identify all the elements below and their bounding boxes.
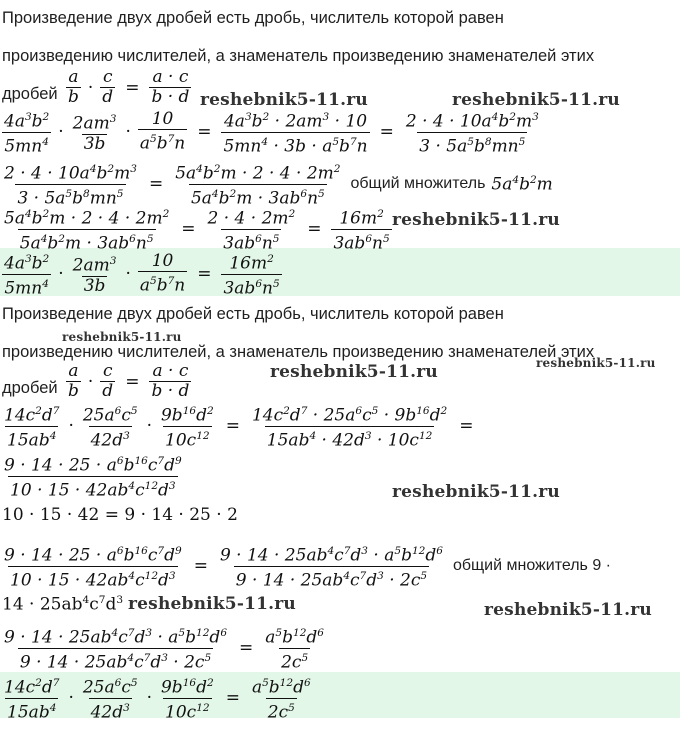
common-factor-label-b: общий множитель 9 ·: [452, 557, 611, 575]
problem2-answer: $\frac{14c^2d^7}{15ab^4}$ · $\frac{25a^6c^5}{42d^3}$ · $\frac{9b^{16}d^2}{10c^{12}}$ = $\frac{a^5b^{12}d^6}{2c^5}$: [4, 677, 311, 723]
problem1-step1: $\frac{4a^3b^2}{5mn^4}$ · $\frac{2am^3}{3b}$ · $\frac{10}{a^5b^7n}$ = $\frac{4a^3b^2 \cdot 2am^3 \cdot 10}{5mn^4 \cdot 3b \cdot a^5b^7n}$ = $\frac{2 \cdot 4 \cdot 10a^4b^2m^3}{3 \cdot 5a^5b^8mn^5}$: [4, 109, 539, 157]
watermark: reshebnik5-11.ru: [392, 210, 560, 230]
problem2-step1b: $\frac{9 \cdot 14 \cdot 25 \cdot a^6b^{16}c^7d^9}{10 \cdot 15 \cdot 42ab^4c^{12}d^3}$: [4, 455, 182, 501]
problem1-answer: $\frac{4a^3b^2}{5mn^4}$ · $\frac{2am^3}{3b}$ · $\frac{10}{a^5b^7n}$ = $\frac{16m^2}{3ab^6n^5}$: [4, 251, 280, 299]
rule-formula: $\frac{a}{b}$ · $\frac{c}{d}$ = $\frac{a \cdot c}{b \cdot d}$: [68, 67, 190, 107]
watermark: reshebnik5-11.ru: [270, 362, 438, 382]
watermark: reshebnik5-11.ru: [128, 594, 296, 614]
rule-line-2: произведению числителей, а знаменатель произведению знаменателей этих: [2, 47, 595, 65]
rule-formula-b: $\frac{a}{b}$ · $\frac{c}{d}$ = $\frac{a \cdot c}{b \cdot d}$: [68, 361, 190, 401]
problem1-step2: $\frac{2 \cdot 4 \cdot 10a^4b^2m^3}{3 \cdot 5a^5b^8mn^5}$ = $\frac{5a^4b^2m \cdot 2 \cdot 4 \cdot 2m^2}{5a^4b^2m \cdot 3ab^6n^5}$ общий множитель $5a^4b^2m$: [4, 163, 553, 209]
rule-line-1b: Произведение двух дробей есть дробь, числитель которой равен: [2, 305, 504, 323]
problem2-step3: $\frac{9 \cdot 14 \cdot 25ab^4c^7d^3 \cdot a^5b^{12}d^6}{9 \cdot 14 \cdot 25ab^4c^7d^3 \cdot 2c^5}$ = $\frac{a^5b^{12}d^6}{2c^5}$: [4, 627, 324, 673]
watermark: reshebnik5-11.ru: [484, 600, 652, 620]
rule-word-b: дробей: [2, 379, 58, 397]
problem2-identity: 10 · 15 · 42 = 9 · 14 · 25 · 2: [2, 505, 238, 525]
problem1-step3: $\frac{5a^4b^2m \cdot 2 \cdot 4 \cdot 2m^2}{5a^4b^2m \cdot 3ab^6n^5}$ = $\frac{2 \cdot 4 \cdot 2m^2}{3ab^6n^5}$ = $\frac{16m^2}{3ab^6n^5}$: [4, 208, 390, 254]
problem2-step1: $\frac{14c^2d^7}{15ab^4}$ · $\frac{25a^6c^5}{42d^3}$ · $\frac{9b^{16}d^2}{10c^{12}}$ = $\frac{14c^2d^7 \cdot 25a^6c^5 \cdot 9b^{16}d^2}{15ab^4 \cdot 42d^3 \cdot 10c^{12}}$ =: [4, 405, 474, 451]
watermark: reshebnik5-11.ru: [452, 90, 620, 110]
problem2-common-factor: $14 \cdot 25ab^4c^7d^3$: [2, 594, 124, 615]
watermark: reshebnik5-11.ru: [62, 330, 182, 344]
rule-line-2b: произведению числителей, а знаменатель произведению знаменателей этих: [2, 343, 595, 361]
rule-word: дробей: [2, 85, 58, 103]
watermark: reshebnik5-11.ru: [200, 90, 368, 110]
watermark: reshebnik5-11.ru: [392, 482, 560, 502]
problem2-step2: $\frac{9 \cdot 14 \cdot 25 \cdot a^6b^{16}c^7d^9}{10 \cdot 15 \cdot 42ab^4c^{12}d^3}$ = $\frac{9 \cdot 14 \cdot 25ab^4c^7d^3 \cdot a^5b^{12}d^6}{9 \cdot 14 \cdot 25ab^4c^7d^3 \cdot 2c^5}$ общий множитель 9 ·: [4, 545, 611, 591]
watermark: reshebnik5-11.ru: [536, 356, 656, 370]
rule-line-1: Произведение двух дробей есть дробь, числитель которой равен: [2, 9, 504, 27]
common-factor-label: общий множитель: [350, 175, 486, 193]
